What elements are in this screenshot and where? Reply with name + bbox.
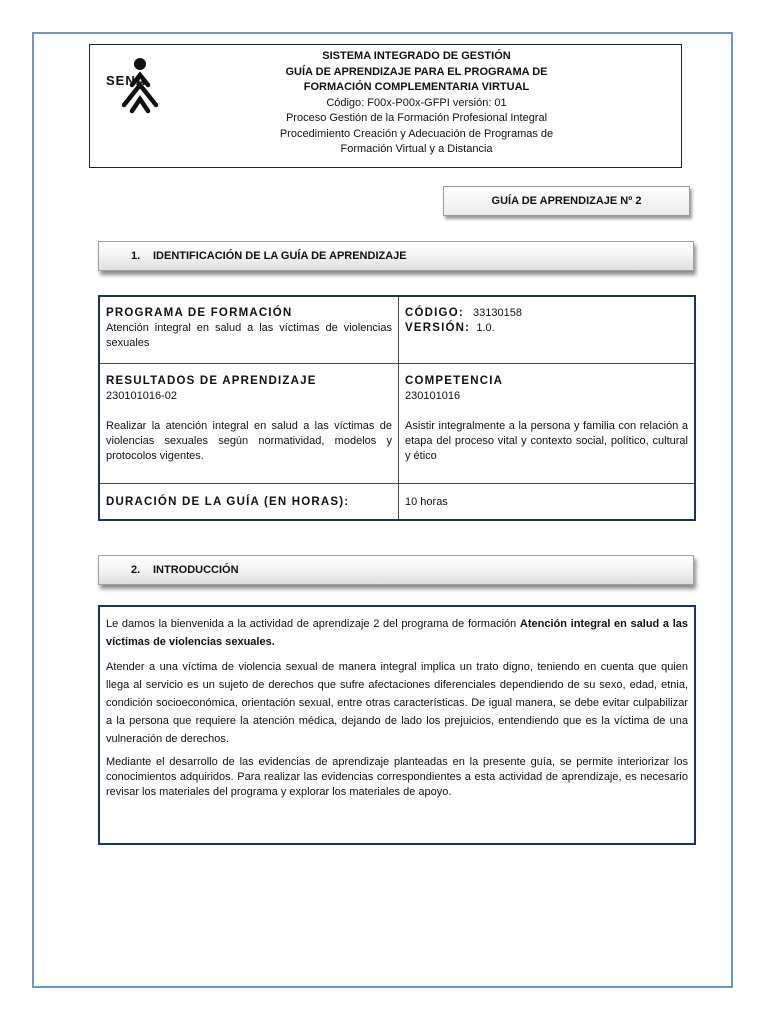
section-2-number: 2. — [131, 564, 141, 576]
introduction-box — [98, 605, 696, 845]
logo-text: SENA — [106, 73, 147, 88]
header-text — [150, 49, 683, 158]
programa-cell — [100, 306, 398, 351]
resultados-cell — [100, 374, 398, 464]
intro-paragraph-2: Atender a una víctima de violencia sexual de manera integral implica un trato digno, teniendo en cuenta que quien llega al servicio es un sujeto de derechos que sufre afectaciones diferenciales dependiendo de su sexo, edad, etnia, condición socioeconómica, orientación sexual, entre otras características. De igual manera, se debe evitar culpabilizar a la persona que requiere la atención médica, dejando de lado los prejuicios, entendiendo que es la víctima de una vulneración de derechos. — [106, 661, 688, 745]
codigo-label: CÓDIGO: — [405, 307, 464, 319]
intro-p1-program: Atención integral en salud a las víctimas de violencias sexuales. — [106, 618, 688, 648]
guide-number-box: GUÍA DE APRENDIZAJE Nº 2 — [443, 186, 690, 216]
competencia-code: 230101016 — [405, 390, 461, 402]
codigo-value: 33130158 — [473, 307, 522, 319]
section-2-bar — [98, 555, 694, 585]
header-line-4: Código: F00x-P00x-GFPI versión: 01 — [326, 96, 507, 109]
header-line-2: GUÍA DE APRENDIZAJE PARA EL PROGRAMA DE — [285, 65, 548, 78]
duracion-value-cell — [399, 495, 694, 510]
competencia-cell — [399, 374, 694, 464]
document-header — [89, 44, 682, 168]
intro-p1-text: Le damos la bienvenida a la actividad de aprendizaje 2 del programa de formación — [106, 618, 520, 630]
header-line-1: SISTEMA INTEGRADO DE GESTIÓN — [322, 50, 511, 62]
section-1-title: IDENTIFICACIÓN DE LA GUÍA DE APRENDIZAJE — [153, 250, 407, 262]
competencia-label: COMPETENCIA — [405, 375, 504, 387]
header-line-7: Formación Virtual y a Distancia — [340, 143, 493, 155]
competencia-text: Asistir integralmente a la persona y familia con relación a etapa del proceso vital y contexto social, político, cultural y ético — [405, 420, 688, 462]
codigo-cell — [399, 306, 694, 336]
header-line-5: Proceso Gestión de la Formación Profesional Integral — [285, 112, 548, 124]
header-line-3: FORMACIÓN COMPLEMENTARIA VIRTUAL — [303, 81, 530, 93]
version-value: 1.0. — [476, 322, 495, 334]
section-1-bar — [98, 241, 694, 271]
duracion-cell — [100, 495, 398, 510]
section-1-number: 1. — [131, 250, 141, 262]
table-divider-2 — [100, 483, 694, 484]
programa-label: PROGRAMA DE FORMACIÓN — [106, 307, 293, 319]
header-line-6: Procedimiento Creación y Adecuación de Programas de — [279, 127, 554, 140]
resultados-label: RESULTADOS DE APRENDIZAJE — [106, 375, 317, 387]
version-label: VERSIÓN: — [405, 322, 471, 334]
intro-paragraph-3: Mediante el desarrollo de las evidencias de aprendizaje planteadas en la presente guía, se permite interiorizar los conocimientos adquiridos. Para realizar las evidencias correspondientes a esta actividad de aprendizaje, es necesario revisar los materiales del programa y explorar los materiales de apoyo. — [106, 756, 688, 798]
programa-value: Atención integral en salud a las víctimas de violencias sexuales — [106, 322, 392, 349]
duracion-value: 10 horas — [405, 496, 448, 508]
section-2-title: INTRODUCCIÓN — [153, 564, 239, 576]
table-divider-1 — [100, 363, 694, 364]
resultados-text: Realizar la atención integral en salud a las víctimas de violencias sexuales según normatividad, modelos y protocolos vigentes. — [106, 420, 392, 462]
identification-table — [98, 295, 696, 521]
resultados-code: 230101016-02 — [106, 390, 177, 402]
intro-paragraph-1 — [106, 615, 688, 651]
duracion-label: DURACIÓN DE LA GUÍA (EN HORAS): — [106, 496, 350, 508]
